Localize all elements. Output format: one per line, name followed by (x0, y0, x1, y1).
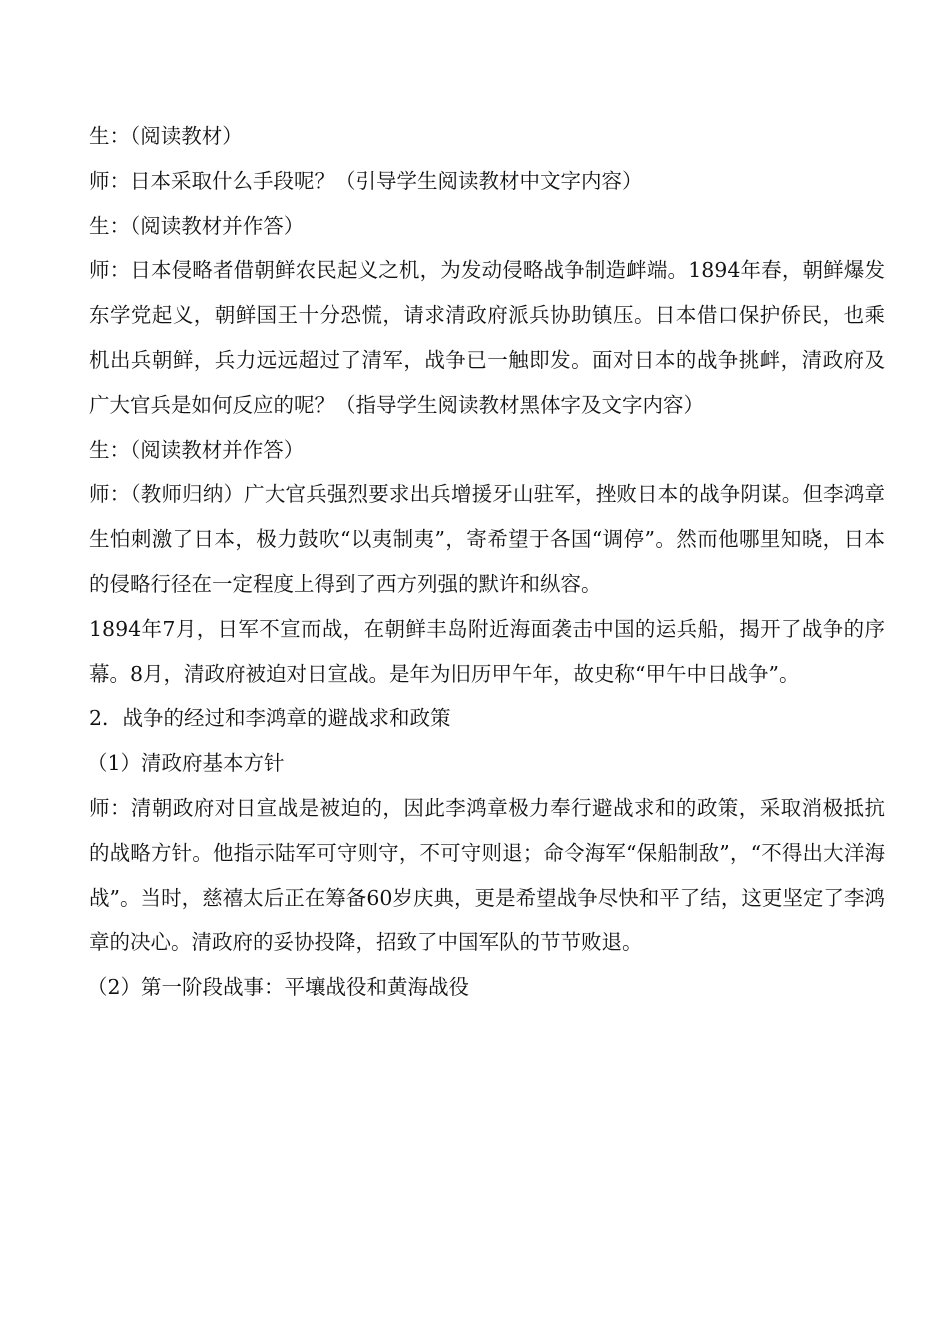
subheading-2: （2）第一阶段战事：平壤战役和黄海战役 (87, 975, 470, 1000)
paragraph-student-answer-2: 生：（阅读教材并作答） (89, 437, 305, 462)
subheading-1: （1）清政府基本方针 (87, 751, 285, 776)
paragraph-teacher-korea: 师：日本侵略者借朝鲜农民起义之机，为发动侵略战争制造衅端。1894年春，朝鲜爆发东学党起义，朝鲜国王十分恐慌，请求清政府派兵协助镇压。日本借口保护侨民，也乘机出兵朝鲜，兵力远远超过了清军，战争已一触即发。面对日本的战争挑衅，清政府及广大官兵是如何反应的呢？（指导学生阅读教材黑体字及文字内容） (89, 258, 885, 417)
paragraph-student-read: 生：（阅读教材） (89, 124, 243, 148)
paragraph-teacher-question: 师：日本采取什么手段呢？（引导学生阅读教材中文字内容） (89, 168, 643, 193)
document-body (89, 114, 885, 1010)
paragraph-war-outbreak: 1894年7月，日军不宣而战，在朝鲜丰岛附近海面袭击中国的运兵船，揭开了战争的序幕。8月，清政府被迫对日宣战。是年为旧历甲午年，故史称“甲午中日战争”。 (89, 616, 885, 686)
paragraph-student-answer: 生：（阅读教材并作答） (89, 213, 305, 238)
section-heading-2: 2．战争的经过和李鸿章的避战求和政策 (89, 706, 451, 731)
paragraph-teacher-summary: 师：（教师归纳）广大官兵强烈要求出兵增援牙山驻军，挫败日本的战争阴谋。但李鸿章生怕刺激了日本，极力鼓吹“以夷制夷”，寄希望于各国“调停”。然而他哪里知晓，日本的侵略行径在一定程度上得到了西方列强的默许和纵容。 (89, 482, 885, 596)
paragraph-teacher-policy: 师：清朝政府对日宣战是被迫的，因此李鸿章极力奉行避战求和的政策，采取消极抵抗的战略方针。他指示陆军可守则守，不可守则退；命令海军“保船制敌”，“不得出大洋海战”。当时，慈禧太后正在筹备60岁庆典，更是希望战争尽快和平了结，这更坚定了李鸿章的决心。清政府的妥协投降，招致了中国军队的节节败退。 (89, 795, 885, 955)
